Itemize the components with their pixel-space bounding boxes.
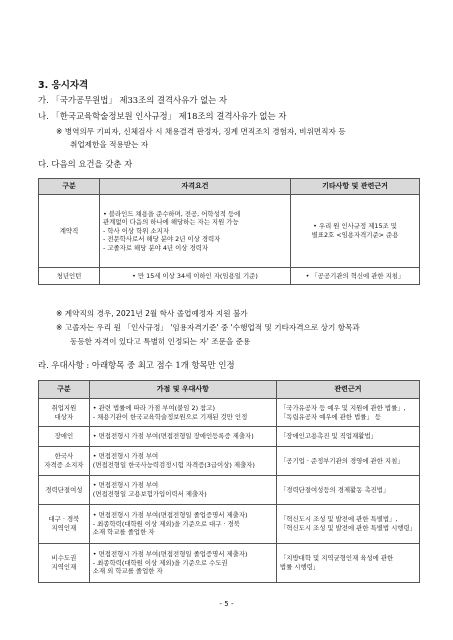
row-basis: 「장애인고용촉진 및 직업재활법」 xyxy=(276,427,419,447)
preference-table xyxy=(38,380,420,583)
row-content xyxy=(89,544,276,583)
content-line: • 면접전형시 가점 부여(면접전형일 졸업증명서 제출자) xyxy=(92,550,248,559)
col-header-basis: 관련근거 xyxy=(276,381,419,399)
content-line: - 채용기관이 한국교육학술정보원으로 기재된 것만 인정 xyxy=(92,412,248,421)
note-line: • 우리 원 인사규정 제15조 및 xyxy=(313,222,397,231)
requirement-line: - 고졸자로 해당 분야 4년 이상 경력자 xyxy=(103,243,208,252)
row-basis xyxy=(276,505,419,544)
table-header-row xyxy=(39,381,420,399)
item-da: 다. 다음의 요건을 갖춘 자 xyxy=(38,159,133,169)
content-line: • 관련 법률에 따라 가점 부여(붙임 2) 참고) xyxy=(92,403,215,412)
note-line: 별표2호 <임용자격기준> 준용 xyxy=(311,231,399,239)
content-line: (면접전형일 한국사능력검정시험 자격증(3급이상) 제출자) xyxy=(92,461,255,469)
note-2-2a: ※ 고졸자는 우리 원 「인사규정」 '임용자격기준' 중 '수행업적 및 기타자격으로 상기 항목과 xyxy=(56,323,360,332)
row-category: 장애인 xyxy=(39,427,90,447)
row-category xyxy=(39,505,90,544)
category-line: 대상자 xyxy=(54,412,74,421)
content-line: 소재 학교를 졸업한 자 xyxy=(92,528,155,537)
requirement-line: • 블라인드 채용을 준수하며, 전공, 어학성적 등에 xyxy=(103,209,241,218)
table-row xyxy=(39,268,420,285)
row-basis xyxy=(276,544,419,583)
category-line: 지역인재 xyxy=(51,563,77,571)
col-header-content: 가점 및 우대사항 xyxy=(89,381,276,399)
category-line: 취업지원 xyxy=(51,403,77,412)
content-line: • 면접전형시 가점 부여(면접전형일 졸업증명서 제출자) xyxy=(92,511,248,520)
note-2-2b: 동등한 자격이 있다고 특별히 인정되는 자' 조문을 준용 xyxy=(70,337,251,346)
row-category xyxy=(39,447,90,476)
table-row xyxy=(39,476,420,505)
requirement-line: - 전문학사로서 해당 분야 2년 이상 경력자 xyxy=(103,235,221,244)
basis-line: 「지방대학 및 지역균형인재 육성에 관한 xyxy=(279,554,394,563)
row-content xyxy=(89,399,276,427)
content-line: - 최종학력(대학원 이상 제외)을 기준으로 대구 · 경북 xyxy=(92,519,240,528)
table-row xyxy=(39,505,420,544)
row-category: 경력단절여성 xyxy=(39,476,90,505)
col-header-notes: 기타사항 및 관련근거 xyxy=(291,179,420,195)
content-line: • 면접전형시 가점 부여 xyxy=(92,481,159,490)
row-notes xyxy=(291,195,420,268)
row-basis: 「공기업 · 준정부기관의 경영에 관한 지침」 xyxy=(276,447,419,476)
basis-line: 「국가유공자 등 예우 및 지원에 관한 법률」, xyxy=(279,403,406,412)
note-2-1: ※ 계약직의 경우, 2021년 2월 학사 졸업예정자 지원 불가 xyxy=(56,309,248,318)
qualification-table xyxy=(38,178,420,285)
row-notes: • 「공공기관의 혁신에 관한 지침」 xyxy=(291,268,420,285)
category-line: 지역인재 xyxy=(51,524,77,532)
basis-line: 「혁신도시 조성 및 발전에 관한 특별법 시행령」 xyxy=(279,524,416,532)
content-line: • 면접전형시 가점 부여 xyxy=(92,452,159,461)
row-content xyxy=(89,447,276,476)
row-basis: 「경력단절여성등의 경제활동 촉진법」 xyxy=(276,476,419,505)
category-line: 비수도권 xyxy=(51,554,77,563)
basis-line: 법률 시행령」 xyxy=(279,563,320,571)
row-category: 청년인턴 xyxy=(39,268,100,285)
requirement-line: 관계없이 다음의 하나에 해당하는 자는 지원 가능 xyxy=(103,218,239,227)
note-1b: 취업제한을 적용받는 자 xyxy=(70,140,149,149)
content-line: 소재 외 학교를 졸업한 자 xyxy=(92,567,163,576)
col-header-category: 구분 xyxy=(39,381,90,399)
basis-line: 「독립유공자 예우에 관한 법률」 등 xyxy=(279,412,382,421)
category-line: 자격증 소지자 xyxy=(44,461,84,469)
row-category xyxy=(39,399,90,427)
item-na: 나. 「한국교육학술정보원 인사규정」 제18조의 결격사유가 없는 자 xyxy=(38,111,287,121)
content-line: - 최종학력(대학원 이상 제외)을 기준으로 수도권 xyxy=(92,558,228,567)
section-title: 3. 응시자격 xyxy=(38,80,89,91)
table-row xyxy=(39,427,420,447)
table-header-row xyxy=(39,179,420,195)
item-ra: 라. 우대사항 : 아래항목 중 최고 점수 1개 항목만 인정 xyxy=(38,360,235,370)
row-category: 계약직 xyxy=(39,195,100,268)
row-content: • 면접전형시 가점 부여(면접전형일 장애인등록증 제출자) xyxy=(89,427,276,447)
item-ga: 가. 「국가공무원법」 제33조의 결격사유가 없는 자 xyxy=(38,95,228,105)
row-category xyxy=(39,544,90,583)
requirement-line: - 학사 이상 학위 소지자 xyxy=(103,226,169,235)
row-content xyxy=(89,505,276,544)
content-line: (면접전형일 고용보험가입이력서 제출자) xyxy=(92,490,207,498)
table-row xyxy=(39,544,420,583)
table-row xyxy=(39,447,420,476)
page-number: - 5 - xyxy=(219,600,234,608)
table-row xyxy=(39,195,420,268)
row-basis xyxy=(276,399,419,427)
basis-line: 「혁신도시 조성 및 발전에 관한 특별법」, xyxy=(279,515,398,524)
table-row xyxy=(39,399,420,427)
row-content xyxy=(89,476,276,505)
row-requirements xyxy=(100,195,291,268)
col-header-requirements: 자격요건 xyxy=(100,179,291,195)
category-line: 한국사 xyxy=(54,452,74,461)
col-header-category: 구분 xyxy=(39,179,100,195)
note-1a: ※ 병역의무 기피자, 신체검사 시 채용결격 판정자, 징계 면직조치 경험자, 비위면직자 등 xyxy=(56,127,346,136)
category-line: 대구 · 경북 xyxy=(48,515,80,524)
row-requirements: • 만 15세 이상 34세 이하인 자(임용일 기준) xyxy=(100,268,291,285)
